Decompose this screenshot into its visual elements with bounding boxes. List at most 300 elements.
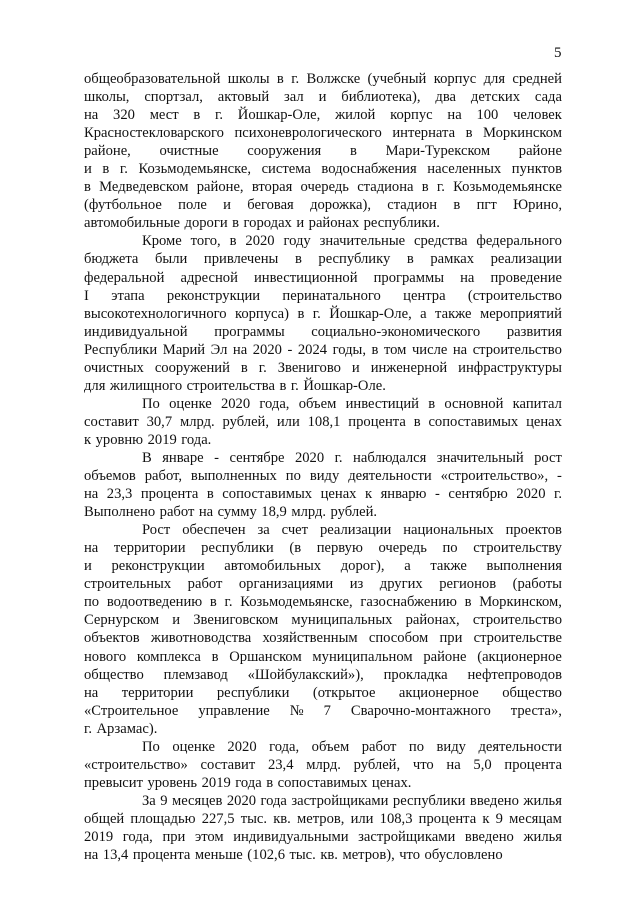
text-line (84, 503, 562, 521)
word: обусловлено (424, 847, 503, 864)
text-line (84, 70, 562, 88)
word: процента (418, 810, 477, 827)
word: спортзал, (144, 89, 203, 106)
word: на (84, 486, 99, 503)
word: пгт (476, 197, 497, 214)
word: оценке (172, 738, 215, 755)
word: интерната (392, 125, 456, 142)
word: на (446, 756, 461, 773)
word: акционерное (398, 684, 479, 701)
word: а (404, 558, 411, 575)
word: оценке (169, 395, 212, 412)
word: Моркинском, (479, 594, 562, 611)
text-line (84, 250, 562, 268)
word: средней (512, 71, 562, 87)
word: стадиона (357, 179, 414, 196)
word: работ (187, 576, 223, 593)
text-line (84, 214, 562, 232)
word: территории (113, 540, 186, 557)
word: в (206, 486, 214, 503)
word: том (383, 341, 407, 358)
word: на (84, 107, 99, 124)
word: строительству (473, 540, 562, 557)
word: и (296, 215, 305, 232)
word: процента (132, 847, 191, 864)
word: общество (84, 666, 144, 683)
word: 2019 (84, 828, 114, 845)
word: населенных (427, 161, 502, 178)
word: других (379, 576, 423, 593)
word: г. (290, 377, 299, 394)
word: детских (470, 89, 521, 106)
text-line (84, 666, 562, 684)
word: объем (298, 395, 337, 412)
word: регионов (439, 576, 497, 593)
word: Волжске (306, 71, 361, 87)
word: тыс. (240, 810, 268, 827)
text-line (84, 828, 562, 846)
word: национальных (403, 522, 494, 539)
word: метров, (297, 810, 345, 827)
word: ценах (320, 486, 357, 503)
word: сопоставимых (428, 413, 519, 430)
word: вторая (251, 179, 293, 196)
word: очистных (84, 359, 144, 376)
word: В (142, 449, 152, 466)
word: в (266, 774, 274, 791)
word: строительства (186, 377, 275, 394)
word: Арзамас). (96, 720, 158, 737)
text-line (84, 648, 562, 666)
word: жилой (335, 107, 376, 124)
text-line (84, 846, 562, 864)
word: этапа (111, 287, 145, 304)
word: строительство (472, 612, 562, 629)
word: актовый (217, 89, 270, 106)
word: районе, (196, 179, 244, 196)
text-line (84, 88, 562, 106)
word: нефтепроводов (467, 666, 562, 683)
word: в (371, 341, 379, 358)
text-line (84, 485, 562, 503)
text-line (84, 341, 562, 359)
word: года (235, 774, 262, 791)
word: городах (243, 215, 292, 232)
word: 2020 (227, 738, 257, 755)
word: процента (140, 486, 199, 503)
word: к (482, 810, 490, 827)
word: года, (122, 828, 153, 845)
word: 108,1 (307, 413, 341, 430)
word: корпус (433, 71, 477, 87)
word: автомобильные (84, 215, 181, 232)
word: сопоставимых (222, 486, 313, 503)
word: республики (216, 684, 290, 701)
word: пунктов (511, 161, 562, 178)
word: рублей. (330, 504, 378, 521)
word: основной (444, 395, 504, 412)
word: Йошкар-Оле, (237, 107, 321, 124)
word: республики (392, 792, 466, 809)
word: 7 (323, 702, 331, 719)
word: 9 (495, 810, 503, 827)
word: 2020 (220, 395, 251, 412)
word: реализации (319, 522, 392, 539)
word: республики. (363, 215, 440, 232)
word: превысит (84, 774, 143, 791)
word: сентябре (229, 449, 285, 466)
word: млрд. (179, 413, 215, 430)
word: водоснабжения (321, 161, 417, 178)
word: тыс. (289, 847, 316, 864)
word: работ, (144, 468, 182, 485)
word: и (351, 359, 360, 376)
word: года. (181, 431, 212, 448)
text-line (84, 557, 562, 575)
word: объем (311, 738, 350, 755)
text-line (84, 232, 562, 250)
word: а (420, 305, 427, 322)
word: газоснабжению (360, 594, 457, 611)
word: или (350, 810, 374, 827)
word: первую (316, 540, 363, 557)
word: проектов (505, 522, 562, 539)
word: 108,3 (379, 810, 413, 827)
word: и (84, 161, 92, 178)
word: составит (200, 756, 256, 773)
word: зал (284, 89, 304, 106)
word: в (464, 594, 472, 611)
word: деятельности (348, 468, 432, 485)
word: перинатального (282, 287, 381, 304)
word: на (84, 847, 99, 864)
word: (футбольное (84, 197, 162, 214)
word: высокотехнологичного (84, 305, 227, 322)
word: рублей, (222, 413, 270, 430)
word: г. (258, 359, 267, 376)
word: рамках (430, 251, 475, 268)
word: (учебный (367, 71, 427, 87)
word: январю (380, 486, 427, 503)
word: нового (84, 648, 127, 665)
word: способом (368, 630, 429, 647)
word: привлечены (203, 251, 279, 268)
word: Марий (162, 341, 206, 358)
text-line (84, 684, 562, 702)
word: сооружения (247, 143, 322, 160)
word: муниципальных (291, 612, 393, 629)
word: племзавод (163, 666, 228, 683)
word: выполнения (486, 558, 562, 575)
word: (в (289, 540, 302, 557)
word: Медведевском (99, 179, 189, 196)
word: (102,6 (247, 847, 285, 864)
word: также (435, 305, 472, 322)
word: или (276, 413, 300, 430)
text-line (84, 359, 562, 377)
word: месяцев (171, 792, 223, 809)
word: Выполнено (84, 504, 156, 521)
word: деятельности (478, 738, 562, 755)
word: г. (312, 305, 321, 322)
word: Эл (210, 341, 228, 358)
word: в (428, 395, 436, 412)
word: 23,3 (106, 486, 133, 503)
text-line (84, 413, 562, 431)
word: социально-экономического (311, 323, 481, 340)
text-line (84, 467, 562, 485)
text-line (84, 377, 562, 395)
word: в (229, 233, 237, 250)
word: 2020 (294, 449, 325, 466)
word: сопоставимых (277, 774, 368, 791)
word: сооружений (154, 359, 230, 376)
word: меньше (194, 847, 243, 864)
word: инвестиций (345, 395, 419, 412)
word: Моркинском (482, 125, 562, 142)
word: федеральной (84, 269, 165, 286)
word: объектов (84, 630, 140, 647)
word: на (460, 269, 475, 286)
word: По (142, 738, 160, 755)
word: 2020 (252, 341, 282, 358)
text-line (84, 395, 562, 413)
word: при (162, 828, 186, 845)
word: и (172, 612, 181, 629)
word: управление (198, 702, 270, 719)
word: поле (178, 197, 207, 214)
word: в (211, 648, 219, 665)
word: г. (334, 449, 343, 466)
word: площадью (130, 810, 196, 827)
word: в (465, 125, 473, 142)
word: для (84, 377, 106, 394)
word: на (198, 504, 214, 521)
word: в (406, 251, 414, 268)
word: дорожка), (310, 197, 371, 214)
word: 5,0 (473, 756, 492, 773)
word: по (84, 594, 100, 611)
word: в (209, 594, 217, 611)
word: 2020 (516, 486, 546, 503)
word: что (412, 756, 434, 773)
text-line (84, 142, 562, 160)
word: - (214, 449, 219, 466)
word: в (240, 359, 248, 376)
word: объемов (84, 468, 136, 485)
text-line (84, 431, 562, 449)
text-line (84, 106, 562, 124)
word: 2020 (226, 792, 257, 809)
word: 23,4 (267, 756, 294, 773)
text-line (84, 539, 562, 557)
word: застройщиками (291, 792, 389, 809)
word: январе (162, 449, 204, 466)
word: 2024 (297, 341, 328, 358)
word: строительстве (473, 630, 562, 647)
word: общество (502, 684, 562, 701)
word: жилья (523, 828, 562, 845)
word: Оршанском (229, 648, 302, 665)
word: в (294, 251, 302, 268)
word: того, (190, 233, 221, 250)
text-line (84, 738, 562, 756)
word: программы (214, 323, 285, 340)
word: По (142, 395, 160, 412)
word: 13,4 (102, 847, 129, 864)
word: республику (318, 251, 391, 268)
word: (работы (512, 576, 562, 593)
text-line (84, 124, 562, 142)
word: психоневрологического (234, 125, 382, 142)
text-line (84, 629, 562, 647)
word: 30,7 (146, 413, 173, 430)
word: и (84, 558, 92, 575)
word: «строительство», (440, 468, 549, 485)
word: районе, (84, 143, 131, 160)
word: школы, (84, 89, 130, 106)
word: - (434, 486, 440, 503)
word: средства (414, 233, 468, 250)
word: индивидуальными (233, 828, 349, 845)
word: 2020 (245, 233, 275, 250)
word: организациями (238, 576, 334, 593)
word: треста», (510, 702, 562, 719)
word: уровень (147, 774, 198, 791)
word: в (297, 305, 305, 322)
word: 2019 (147, 431, 177, 448)
text-line (84, 756, 562, 774)
word: Йошкар-Оле. (303, 377, 386, 394)
document-body (84, 70, 562, 864)
word: Юрино, (513, 197, 562, 214)
word: в (232, 215, 240, 232)
word: республики (201, 540, 274, 557)
word: года, (259, 395, 290, 412)
word: в (413, 413, 421, 430)
word: 227,5 (201, 810, 235, 827)
word: за (257, 522, 270, 539)
word: система (261, 161, 311, 178)
word: г. (215, 107, 224, 124)
word: кв. (320, 847, 338, 864)
word: Республики (84, 341, 158, 358)
word: инфраструктуры (458, 359, 562, 376)
word: уровню (95, 431, 144, 448)
word: Козьмодемьянске, (240, 594, 353, 611)
word: в (279, 377, 287, 394)
word: в (84, 179, 91, 196)
word: г. (224, 594, 233, 611)
word: сумму (217, 504, 257, 521)
word: метров), (342, 847, 395, 864)
word: 320 (113, 107, 135, 124)
word: ценах (526, 413, 562, 430)
word: муниципальном (312, 648, 413, 665)
word: капитал (512, 395, 562, 412)
text-line (84, 305, 562, 323)
word: на (452, 341, 468, 358)
word: (открытое (312, 684, 376, 701)
text-line (84, 323, 562, 341)
word: автомобильных (224, 558, 322, 575)
word: За (142, 792, 156, 809)
word: районах (308, 215, 360, 232)
word: территории (121, 684, 194, 701)
word: к (84, 431, 92, 448)
word: развития (506, 323, 562, 340)
word: районах, (405, 612, 460, 629)
word: Звениговском (193, 612, 279, 629)
word: на (447, 107, 462, 124)
word: введено (469, 792, 519, 809)
word: месяцам (509, 810, 562, 827)
word: 18,9 (261, 504, 287, 521)
word: инвестиционной (253, 269, 358, 286)
word: числе (411, 341, 448, 358)
word: и (318, 89, 327, 106)
word: виду (436, 738, 466, 755)
word: адресной (180, 269, 238, 286)
word: очередь (378, 540, 427, 557)
word: «Шойбулакский»), (247, 666, 364, 683)
word: водоотведению (106, 594, 203, 611)
word: очередь (300, 179, 349, 196)
word: Рост (142, 522, 171, 539)
word: животноводства (150, 630, 252, 647)
word: из (349, 576, 364, 593)
word: г. (554, 486, 562, 503)
word: млрд. (306, 756, 341, 773)
text-line (84, 593, 562, 611)
word: корпус (390, 107, 433, 124)
word: (акционерное (477, 648, 562, 665)
word: выполненных (190, 468, 277, 485)
word: к (364, 486, 373, 503)
word: работ (159, 504, 195, 521)
word: в (453, 197, 461, 214)
word: корпуса) (234, 305, 290, 322)
word: дорог), (340, 558, 385, 575)
word: составит (84, 413, 139, 430)
word: года, (269, 738, 300, 755)
word: общей (84, 810, 125, 827)
word: беговая (247, 197, 294, 214)
word: два (435, 89, 456, 106)
word: I (84, 287, 89, 304)
text-line (84, 196, 562, 214)
text-line (84, 810, 562, 828)
word: при (439, 630, 463, 647)
word: значительный (436, 449, 524, 466)
word: жилищного (109, 377, 183, 394)
word: виду (309, 468, 340, 485)
word: Козьмодемьянске (453, 179, 562, 196)
text-line (84, 178, 562, 196)
word: года (260, 792, 287, 809)
text-line (84, 774, 562, 792)
text-line (84, 449, 562, 467)
word: в (102, 161, 110, 178)
word: 100 (476, 107, 499, 124)
word: мест (149, 107, 179, 124)
word: г. (436, 179, 445, 196)
word: работ (361, 738, 397, 755)
word: проведение (490, 269, 562, 286)
text-line (84, 720, 562, 738)
word: жилья (523, 792, 562, 809)
word: бюджета (84, 251, 139, 268)
